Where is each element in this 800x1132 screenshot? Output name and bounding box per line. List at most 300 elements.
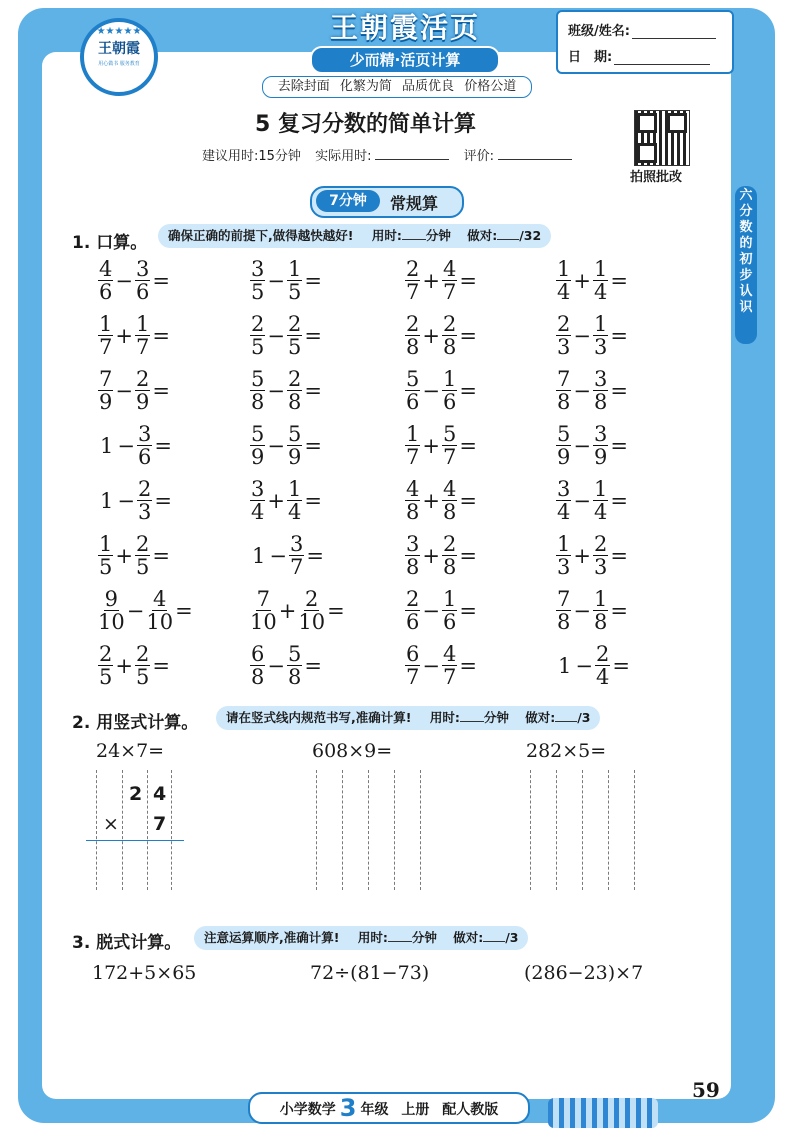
student-info-box [556, 10, 734, 74]
equals-sign: = [304, 378, 322, 403]
denominator: 4 [593, 280, 608, 304]
numerator: 5 [557, 422, 571, 446]
equals-sign: = [152, 543, 170, 568]
footer-grade-word: 年级 [360, 1102, 389, 1118]
fraction [98, 313, 113, 358]
q1-expression [556, 258, 630, 303]
grid-guide-line [171, 770, 172, 890]
numerator: 1 [593, 257, 608, 281]
q2-correct-label: 做对: [525, 710, 556, 725]
denominator: 5 [251, 280, 265, 304]
rating-field[interactable] [498, 147, 572, 160]
fraction [250, 478, 265, 523]
equals-sign: = [304, 488, 322, 513]
fraction [287, 423, 302, 468]
denominator: 8 [442, 335, 457, 359]
operator: + [278, 598, 297, 623]
denominator: 4 [557, 500, 571, 524]
q2-correct-field[interactable] [555, 709, 577, 722]
denominator: 7 [99, 335, 113, 359]
denominator: 7 [406, 665, 420, 689]
side-tab-char: 步 [739, 268, 753, 283]
operator: − [573, 488, 591, 513]
numerator: 1 [287, 477, 302, 501]
fraction [298, 588, 325, 633]
equals-sign: = [459, 433, 477, 458]
denominator: 8 [406, 555, 420, 579]
denominator: 6 [135, 280, 150, 304]
actual-time-label: 实际用时: [315, 149, 372, 164]
equals-sign: = [459, 543, 477, 568]
fraction [137, 478, 152, 523]
q1-expression [250, 368, 324, 413]
stars-icon: ★★★★★ [96, 26, 142, 37]
denominator: 5 [251, 335, 265, 359]
q3-note-text: 注意运算顺序,准确计算! [204, 930, 340, 945]
q2-heading: 2. 用竖式计算。 [72, 713, 199, 733]
grid-guide-line [368, 770, 369, 890]
fraction [250, 643, 265, 688]
numerator: 2 [305, 587, 319, 611]
equals-sign: = [152, 378, 170, 403]
actual-time-field[interactable] [375, 147, 449, 160]
q2-time-label: 用时: [429, 710, 460, 725]
q1-expression [556, 643, 632, 688]
q1-expression [405, 258, 479, 303]
fraction [442, 643, 457, 688]
grid-guide-line [342, 770, 343, 890]
operator: + [573, 543, 591, 568]
fraction [135, 533, 150, 578]
side-tab-char: 分 [739, 204, 753, 219]
numerator: 3 [251, 477, 265, 501]
equals-sign: = [610, 378, 628, 403]
operator: − [267, 433, 285, 458]
numerator: 2 [251, 312, 265, 336]
numerator: 2 [442, 532, 457, 556]
fraction [405, 313, 420, 358]
numerator: 5 [287, 422, 302, 446]
denominator: 8 [593, 390, 608, 414]
q1-expression [98, 423, 174, 468]
operator: − [267, 378, 285, 403]
numerator: 2 [99, 642, 113, 666]
denominator: 4 [287, 500, 302, 524]
denominator: 7 [406, 280, 420, 304]
denominator: 8 [442, 500, 457, 524]
numerator: 7 [256, 587, 271, 611]
fraction [250, 588, 277, 633]
denominator: 9 [287, 445, 302, 469]
fraction [287, 368, 302, 413]
operator: + [573, 268, 591, 293]
numerator: 7 [99, 367, 113, 391]
numerator: 4 [442, 642, 457, 666]
fraction [593, 588, 608, 633]
denominator: 7 [442, 445, 457, 469]
numerator: 3 [593, 367, 608, 391]
q3-time-label: 用时: [357, 930, 388, 945]
denominator: 9 [99, 390, 113, 414]
fraction [146, 588, 173, 633]
fraction [98, 533, 113, 578]
operator: + [422, 433, 440, 458]
q1-expression [98, 643, 172, 688]
example-times-sign: × [103, 813, 119, 835]
numerator: 3 [251, 257, 265, 281]
operator: − [573, 433, 591, 458]
equals-sign: = [459, 488, 477, 513]
numerator: 5 [251, 422, 265, 446]
numerator: 2 [406, 257, 420, 281]
side-tab-char: 识 [739, 300, 753, 315]
equals-sign: = [612, 653, 630, 678]
fraction [556, 423, 571, 468]
brand-header [290, 6, 520, 68]
denominator: 10 [146, 610, 174, 634]
q2-problem: 282×5= [526, 740, 607, 762]
operator: + [422, 543, 440, 568]
chapter-side-tab [735, 186, 757, 344]
operator: − [575, 653, 593, 678]
numerator: 4 [442, 257, 457, 281]
denominator: 8 [406, 500, 420, 524]
q3-time-field[interactable] [388, 929, 412, 942]
q2-problem: 24×7= [96, 740, 165, 762]
whole-number: 1 [100, 488, 114, 513]
q1-expression [250, 258, 324, 303]
numerator: 4 [99, 257, 113, 281]
fraction [593, 533, 608, 578]
q3-problem: 172+5×65 [92, 962, 197, 984]
fraction [442, 423, 457, 468]
denominator: 5 [99, 555, 113, 579]
equals-sign: = [154, 488, 172, 513]
denominator: 5 [135, 555, 150, 579]
whole-number: 1 [558, 653, 572, 678]
numerator: 1 [442, 587, 457, 611]
equals-sign: = [304, 653, 322, 678]
q1-time-field[interactable] [402, 227, 426, 240]
equals-sign: = [459, 268, 477, 293]
denominator: 6 [406, 390, 420, 414]
grid-guide-line [582, 770, 583, 890]
denominator: 10 [250, 610, 277, 634]
grid-guide-line [122, 770, 123, 890]
numerator: 1 [406, 422, 420, 446]
numerator: 2 [137, 477, 152, 501]
whole-number: 1 [252, 543, 266, 568]
numerator: 3 [593, 422, 608, 446]
equals-sign: = [304, 268, 322, 293]
denominator: 5 [135, 665, 150, 689]
fraction [405, 588, 420, 633]
q1-expression [405, 533, 479, 578]
fraction [405, 423, 420, 468]
equals-sign: = [306, 543, 324, 568]
numerator: 3 [135, 257, 150, 281]
brand-motto: 去除封面 化繁为简 品质优良 价格公道 [262, 76, 532, 98]
operator: + [115, 543, 133, 568]
rating-label: 评价: [463, 149, 494, 164]
q3-total: /3 [505, 930, 519, 945]
grid-guide-line [394, 770, 395, 890]
operator: + [422, 268, 440, 293]
q1-expression [250, 423, 324, 468]
q1-expression [405, 423, 479, 468]
q1-expression [98, 313, 172, 358]
footer-grade-number: 3 [339, 1094, 357, 1122]
q1-expression [556, 313, 630, 358]
denominator: 5 [287, 335, 302, 359]
numerator: 4 [153, 587, 167, 611]
denominator: 8 [557, 390, 571, 414]
q3-note [194, 926, 528, 950]
numerator: 9 [104, 587, 119, 611]
publisher-logo [80, 18, 158, 96]
fraction [442, 258, 457, 303]
fraction [250, 313, 265, 358]
operator: + [115, 323, 133, 348]
fraction [250, 423, 265, 468]
denominator: 8 [557, 610, 571, 634]
qr-code-icon[interactable] [634, 110, 690, 166]
numerator: 2 [406, 312, 420, 336]
denominator: 3 [557, 555, 571, 579]
numerator: 1 [442, 367, 457, 391]
numerator: 3 [557, 477, 571, 501]
fraction [405, 533, 420, 578]
operator: − [117, 488, 135, 513]
fraction [556, 313, 571, 358]
denominator: 5 [287, 280, 302, 304]
operator: − [422, 598, 440, 623]
q1-expression [98, 258, 172, 303]
numerator: 3 [137, 422, 152, 446]
operator: + [115, 653, 133, 678]
q1-expression [98, 533, 172, 578]
fraction [442, 533, 457, 578]
denominator: 7 [442, 280, 457, 304]
numerator: 2 [442, 312, 457, 336]
numerator: 1 [557, 532, 571, 556]
fraction [250, 368, 265, 413]
denominator: 9 [557, 445, 571, 469]
lesson-meta [202, 145, 576, 164]
fraction [98, 368, 113, 413]
operator: − [269, 543, 287, 568]
numerator: 2 [287, 367, 302, 391]
denominator: 6 [99, 280, 113, 304]
fraction [135, 258, 150, 303]
logo-slogan: 用心做书 服务教育 [98, 61, 140, 67]
footer-term: 上册 [401, 1102, 430, 1118]
fraction [442, 588, 457, 633]
denominator: 8 [406, 335, 420, 359]
operator: + [422, 488, 440, 513]
fraction [593, 313, 608, 358]
fraction [287, 478, 302, 523]
numerator: 5 [406, 367, 420, 391]
qr-label: 拍照批改 [630, 170, 683, 185]
fraction [135, 368, 150, 413]
operator: − [117, 433, 135, 458]
q1-time-label: 用时: [371, 228, 402, 243]
numerator: 4 [406, 477, 420, 501]
section-minutes: 7分钟 [316, 190, 380, 212]
grid-guide-line [556, 770, 557, 890]
denominator: 7 [135, 335, 150, 359]
fraction [593, 258, 608, 303]
denominator: 7 [442, 665, 457, 689]
fraction [98, 643, 113, 688]
lesson-title: 5 复习分数的简单计算 [255, 112, 476, 137]
numerator: 7 [557, 367, 571, 391]
numerator: 5 [442, 422, 457, 446]
denominator: 3 [593, 555, 608, 579]
q3-problem: 72÷(81−73) [310, 962, 430, 984]
footer-edition: 配人教版 [442, 1102, 499, 1118]
q1-expression [250, 533, 326, 578]
fraction [556, 478, 571, 523]
grid-guide-line [420, 770, 421, 890]
fraction [593, 423, 608, 468]
operator: − [115, 268, 133, 293]
q3-problem: (286−23)×7 [524, 962, 644, 984]
q1-heading: 1. 口算。 [72, 233, 148, 253]
equals-sign: = [154, 433, 172, 458]
q1-expression [556, 478, 630, 523]
denominator: 9 [593, 445, 608, 469]
equals-sign: = [304, 323, 322, 348]
operator: − [422, 653, 440, 678]
q1-correct-field[interactable] [497, 227, 519, 240]
denominator: 5 [99, 665, 113, 689]
denominator: 6 [406, 610, 420, 634]
footer-book-info [248, 1092, 530, 1124]
operator: − [573, 378, 591, 403]
fraction [135, 313, 150, 358]
q1-expression [556, 533, 630, 578]
binding-spine [548, 1098, 658, 1128]
denominator: 6 [442, 610, 457, 634]
example-digit: 4 [153, 783, 167, 805]
example-sum-line [86, 840, 184, 841]
q1-expression [556, 368, 630, 413]
numerator: 1 [99, 312, 113, 336]
q3-correct-field[interactable] [483, 929, 505, 942]
q3-correct-label: 做对: [453, 930, 484, 945]
fraction [595, 643, 610, 688]
q2-problem: 608×9= [312, 740, 393, 762]
fraction [98, 258, 113, 303]
q1-expression [250, 588, 347, 633]
fraction [405, 478, 420, 523]
example-digit: 2 [129, 783, 143, 805]
equals-sign: = [610, 488, 628, 513]
q3-time-unit: 分钟 [411, 930, 437, 945]
numerator: 1 [593, 587, 608, 611]
fraction [137, 423, 152, 468]
brand-subtitle: 少而精·活页计算 [310, 46, 500, 74]
equals-sign: = [610, 598, 628, 623]
fraction [287, 258, 302, 303]
numerator: 2 [135, 367, 150, 391]
q1-expression [250, 313, 324, 358]
side-tab-char: 初 [739, 252, 753, 267]
numerator: 3 [289, 532, 304, 556]
q1-expression [405, 588, 479, 633]
date-field[interactable] [614, 51, 710, 65]
q1-expression [405, 478, 479, 523]
q1-expression [250, 643, 324, 688]
page-number: 59 [692, 1078, 720, 1102]
side-tab-char: 数 [739, 220, 753, 235]
operator: − [126, 598, 145, 623]
q1-correct-label: 做对: [467, 228, 498, 243]
equals-sign: = [459, 323, 477, 348]
q1-time-unit: 分钟 [425, 228, 451, 243]
denominator: 8 [287, 390, 302, 414]
denominator: 9 [251, 445, 265, 469]
class-name-field[interactable] [632, 25, 716, 39]
fraction [556, 258, 571, 303]
q1-expression [405, 643, 479, 688]
grid-guide-line [608, 770, 609, 890]
equals-sign: = [610, 323, 628, 348]
q1-expression [556, 423, 630, 468]
denominator: 6 [442, 390, 457, 414]
q1-total: /32 [519, 228, 542, 243]
numerator: 6 [406, 642, 420, 666]
q1-expression [556, 588, 630, 633]
numerator: 1 [593, 312, 608, 336]
numerator: 2 [135, 532, 150, 556]
denominator: 9 [135, 390, 150, 414]
q1-expression [405, 313, 479, 358]
operator: − [573, 323, 591, 348]
operator: − [115, 378, 133, 403]
denominator: 8 [442, 555, 457, 579]
grid-guide-line [96, 770, 97, 890]
example-digit: 7 [153, 813, 167, 835]
equals-sign: = [304, 433, 322, 458]
q1-note [158, 224, 551, 248]
q2-time-field[interactable] [460, 709, 484, 722]
q1-expression [98, 368, 172, 413]
numerator: 1 [557, 257, 571, 281]
fraction [98, 588, 125, 633]
date-label: 日 期: [568, 50, 613, 65]
grid-guide-line [530, 770, 531, 890]
operator: − [422, 378, 440, 403]
side-tab-char: 的 [739, 236, 753, 251]
denominator: 3 [137, 500, 152, 524]
section-label: 常规算 [390, 194, 439, 213]
numerator: 1 [135, 312, 150, 336]
q2-time-unit: 分钟 [483, 710, 509, 725]
side-tab-char: 认 [739, 284, 753, 299]
grid-guide-line [147, 770, 148, 890]
numerator: 2 [406, 587, 420, 611]
q2-note [216, 706, 600, 730]
equals-sign: = [327, 598, 345, 623]
section-banner [310, 186, 464, 218]
denominator: 10 [298, 610, 326, 634]
equals-sign: = [610, 268, 628, 293]
fraction [287, 313, 302, 358]
operator: − [267, 653, 285, 678]
